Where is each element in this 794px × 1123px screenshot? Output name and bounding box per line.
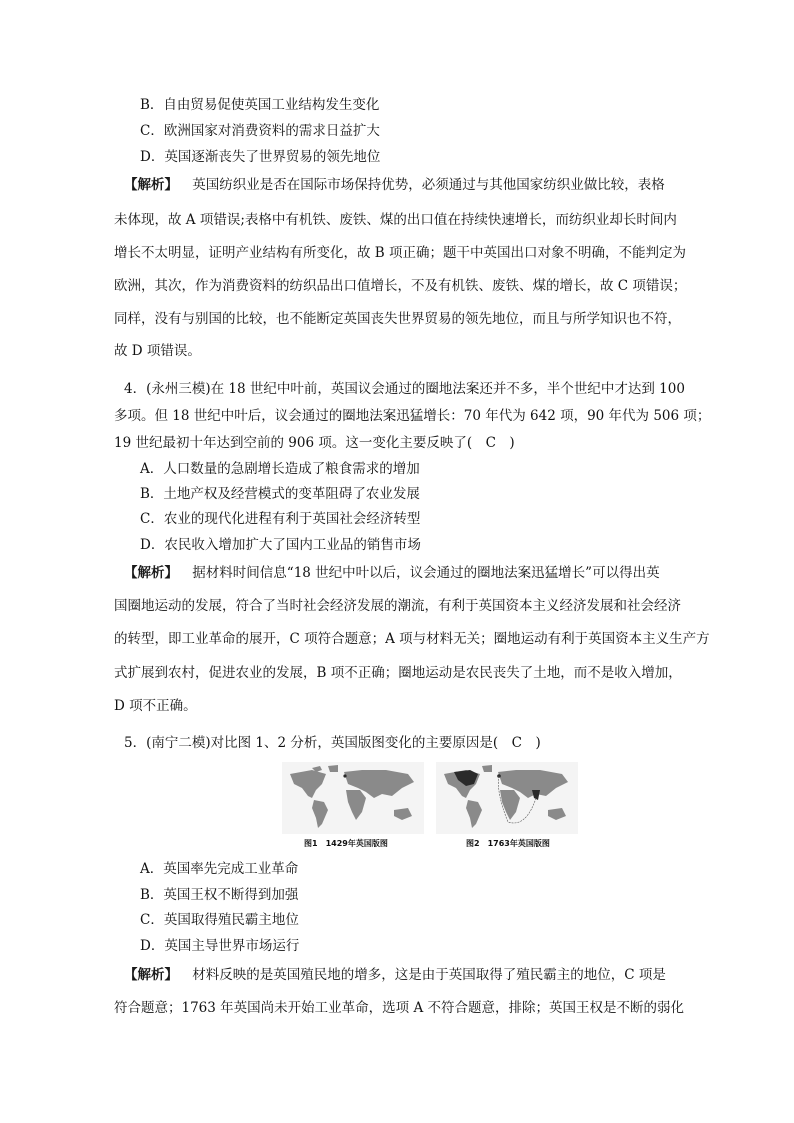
q4-analysis-line: 的转型，即工业革命的展开，C 项符合题意；A 项与材料无关；圈地运动有利于英国资本主义生产方 (114, 631, 710, 647)
q5-analysis-text: 材料反映的是英国殖民地的增多，这是由于英国取得了殖民霸主的地位，C 项是 (192, 967, 666, 983)
q5-option-a: A．英国率先完成工业革命 (140, 861, 299, 877)
q4-analysis-first (124, 564, 660, 582)
q4-option-a: A．人口数量的急剧增长造成了粮食需求的增加 (140, 461, 420, 477)
map-1763-caption: 图2 1763年英国版图 (466, 839, 550, 848)
q3-option-d: D．英国逐渐丧失了世界贸易的领先地位 (140, 149, 381, 165)
q3-analysis-line: 故 D 项错误。 (114, 343, 201, 359)
q5-option-d: D．英国主导世界市场运行 (140, 938, 300, 954)
q3-option-b: B．自由贸易促使英国工业结构发生变化 (140, 97, 380, 113)
map-1763 (436, 762, 578, 834)
q4-analysis-text: 据材料时间信息“18 世纪中叶以后，议会通过的圈地法案迅猛增长”可以得出英 (192, 565, 660, 581)
q4-option-c: C．农业的现代化进程有利于英国社会经济转型 (140, 511, 421, 527)
q4-stem-line: 多项。但 18 世纪中叶后，议会通过的圈地法案迅猛增长：70 年代为 642 项，90 年代为 506 项； (114, 408, 711, 424)
q5-analysis-first (124, 966, 666, 984)
map-1429 (282, 762, 424, 834)
q3-analysis-line: 同样，没有与别国的比较，也不能断定英国丧失世界贸易的领先地位，而且与所学知识也不符， (114, 311, 681, 327)
q5-maps-figure (282, 762, 582, 852)
q5-option-c: C．英国取得殖民霸主地位 (140, 912, 299, 928)
world-map-1763 (436, 762, 578, 834)
q4-stem-line: 19 世纪最初十年达到空前的 906 项。这一变化主要反映了( C ) (114, 435, 515, 451)
q4-option-d: D．农民收入增加扩大了国内工业品的销售市场 (140, 537, 421, 553)
q5-analysis-line: 符合题意；1763 年英国尚未开始工业革命，选项 A 不符合题意，排除；英国王权是不断的弱化 (114, 1000, 684, 1016)
q5-option-b: B．英国王权不断得到加强 (140, 887, 299, 903)
map-1429-caption: 图1 1429年英国版图 (304, 839, 388, 848)
q3-analysis-text: 英国纺织业是否在国际市场保持优势，必须通过与其他国家纺织业做比较，表格 (192, 177, 665, 193)
q5-stem: 5．(南宁二模)对比图 1、2 分析，英国版图变化的主要原因是( C ) (124, 735, 541, 751)
q3-analysis-line: 增长不太明显，证明产业结构有所变化，故 B 项正确；题干中英国出口对象不明确，不能判定为 (114, 245, 687, 261)
q4-stem-line: 4．(永州三模)在 18 世纪中叶前，英国议会通过的圈地法案还并不多，半个世纪中才达到 100 (124, 381, 685, 397)
q4-analysis-line: 国圈地运动的发展，符合了当时社会经济发展的潮流，有利于英国资本主义经济发展和社会经济 (114, 598, 681, 614)
q3-analysis-first (124, 176, 665, 194)
analysis-tag: 【 解析 】 (124, 967, 178, 983)
analysis-tag: 【 解析 】 (124, 177, 178, 193)
world-map-1429 (282, 762, 424, 834)
q3-analysis-line: 未体现，故 A 项错误;表格中有机铁、废铁、煤的出口值在持续快速增长，而纺织业却长时间内 (114, 212, 677, 228)
q3-analysis-line: 欧洲，其次，作为消费资料的纺织品出口值增长，不及有机铁、废铁、煤的增长，故 C 项错误； (114, 278, 687, 294)
q4-option-b: B．土地产权及经营模式的变革阻碍了农业发展 (140, 486, 420, 502)
analysis-tag: 【 解析 】 (124, 565, 178, 581)
q4-analysis-line: 式扩展到农村，促进农业的发展，B 项不正确；圈地运动是农民丧失了土地，而不是收入增加， (114, 665, 682, 681)
q4-analysis-line: D 项不正确。 (114, 698, 197, 714)
q3-option-c: C．欧洲国家对消费资料的需求日益扩大 (140, 123, 380, 139)
